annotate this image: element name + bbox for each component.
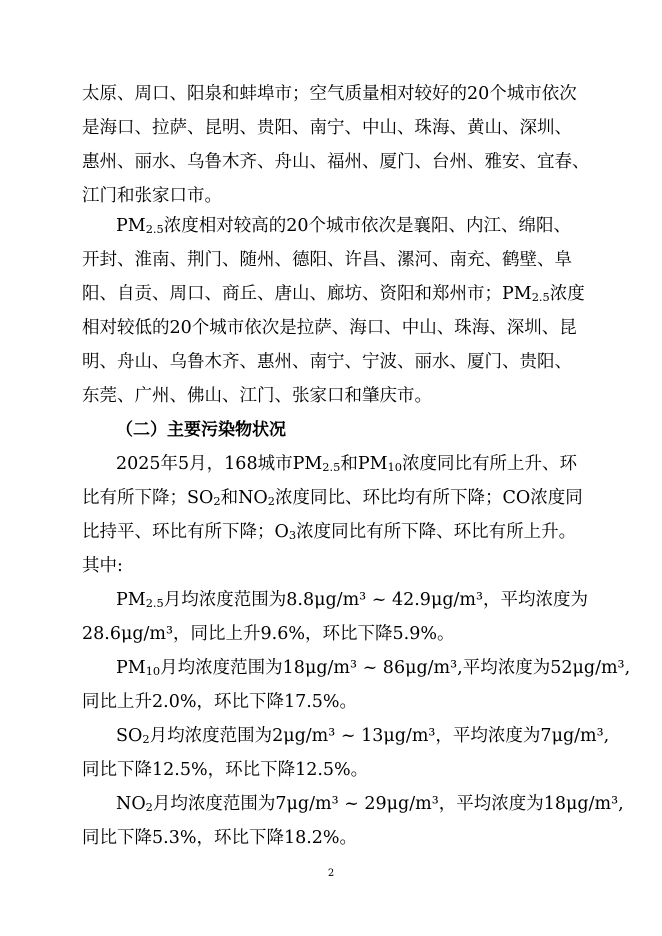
- subscript: 2: [213, 494, 221, 508]
- pm10-subscript: 10: [145, 664, 161, 678]
- page-number: 2: [327, 868, 335, 879]
- paragraph-1-line-4: 江门和张家口市。: [82, 186, 222, 206]
- pm10-line-1: [116, 656, 631, 680]
- so2-line-1: [116, 724, 610, 748]
- paragraph-3-line-1-c: 浓度同比有所上升、环: [402, 454, 578, 474]
- paragraph-3-line-3-b: 浓度同比有所下降、环比有所上升。: [296, 522, 577, 542]
- paragraph-1-line-3: 惠州、丽水、乌鲁木齐、舟山、福州、厦门、台州、雅安、宜春、: [82, 152, 590, 172]
- so2-name: SO: [116, 726, 143, 746]
- no2-subscript: 2: [145, 800, 153, 814]
- paragraph-2-line-5: 明、舟山、乌鲁木齐、惠州、南宁、宁波、丽水、厦门、贵阳、: [82, 352, 572, 372]
- paragraph-3-line-3-a: 比持平、环比有所下降；O: [82, 522, 289, 542]
- paragraph-1-line-2: 是海口、拉萨、昆明、贵阳、南宁、中山、珠海、黄山、深圳、: [82, 118, 572, 138]
- pm25-subscript: 2.5: [145, 596, 164, 610]
- subscript: 3: [288, 528, 297, 542]
- paragraph-3-line-3: [82, 520, 582, 544]
- so2-subscript: 2: [142, 732, 150, 746]
- pm25-line-1-text: 月均浓度范围为8.8μg/m³ ~ 42.9μg/m³，平均浓度为: [163, 590, 589, 610]
- subscript: 2: [267, 494, 275, 508]
- paragraph-2-line-1: [116, 214, 582, 238]
- pm10-name: PM: [116, 658, 146, 678]
- paragraph-3-line-2-b: 和NO: [220, 488, 268, 508]
- paragraph-3-line-2-c: 浓度同比、环比均有所下降；CO浓度同: [274, 488, 583, 508]
- paragraph-1-line-1: 太原、周口、阳泉和蚌埠市；空气质量相对较好的20个城市依次: [82, 84, 577, 104]
- pm-subscript: 2.5: [531, 290, 550, 304]
- paragraph-2-line-2: 开封、淮南、荆门、随州、德阳、许昌、漯河、南充、鹤壁、阜: [82, 250, 572, 270]
- paragraph-2-line-3: [82, 282, 585, 306]
- no2-name: NO: [116, 794, 146, 814]
- paragraph-3-line-2: [82, 486, 582, 510]
- pm25-line-2: 28.6μg/m³，同比上升9.6%，环比下降5.9%。: [82, 624, 455, 644]
- paragraph-2-line-6: 东莞、广州、佛山、江门、张家口和肇庆市。: [82, 386, 432, 406]
- pm25-name: PM: [116, 590, 146, 610]
- paragraph-2-line-4: 相对较低的20个城市依次是拉萨、海口、中山、珠海、深圳、昆: [82, 318, 577, 338]
- paragraph-3-line-2-a: 比有所下降；SO: [82, 488, 214, 508]
- paragraph-3-line-4: 其中:: [82, 556, 123, 576]
- section-heading: （二）主要污染物状况: [116, 420, 286, 440]
- so2-line-1-text: 月均浓度范围为2μg/m³ ~ 13μg/m³，平均浓度为7μg/m³,: [149, 726, 610, 746]
- paragraph-3-line-1-b: 和PM: [340, 454, 388, 474]
- no2-line-1-text: 月均浓度范围为7μg/m³ ~ 29μg/m³，平均浓度为18μg/m³,: [152, 794, 624, 814]
- so2-line-2: 同比下降12.5%，环比下降12.5%。: [82, 760, 369, 780]
- pm10-line-2: 同比上升2.0%，环比下降17.5%。: [82, 692, 358, 712]
- subscript: 10: [387, 460, 403, 474]
- paragraph-3-line-1: [116, 452, 582, 476]
- pm-label: PM: [116, 216, 146, 236]
- pm10-line-1-text: 月均浓度范围为18μg/m³ ~ 86μg/m³,平均浓度为52μg/m³,: [160, 658, 631, 678]
- paragraph-3-line-1-a: 2025年5月，168城市PM: [116, 454, 323, 474]
- subscript: 2.5: [322, 460, 341, 474]
- no2-line-1: [116, 792, 624, 816]
- pm25-line-1: [116, 588, 589, 612]
- paragraph-2-line-1-text: 浓度相对较高的20个城市依次是襄阳、内江、绵阳、: [163, 216, 572, 236]
- pm-subscript: 2.5: [145, 222, 164, 236]
- no2-line-2: 同比下降5.3%，环比下降18.2%。: [82, 828, 358, 848]
- paragraph-2-line-3-text-a: 阳、自贡、周口、商丘、唐山、廊坊、资阳和郑州市；PM: [82, 284, 532, 304]
- paragraph-2-line-3-text-b: 浓度: [549, 284, 585, 304]
